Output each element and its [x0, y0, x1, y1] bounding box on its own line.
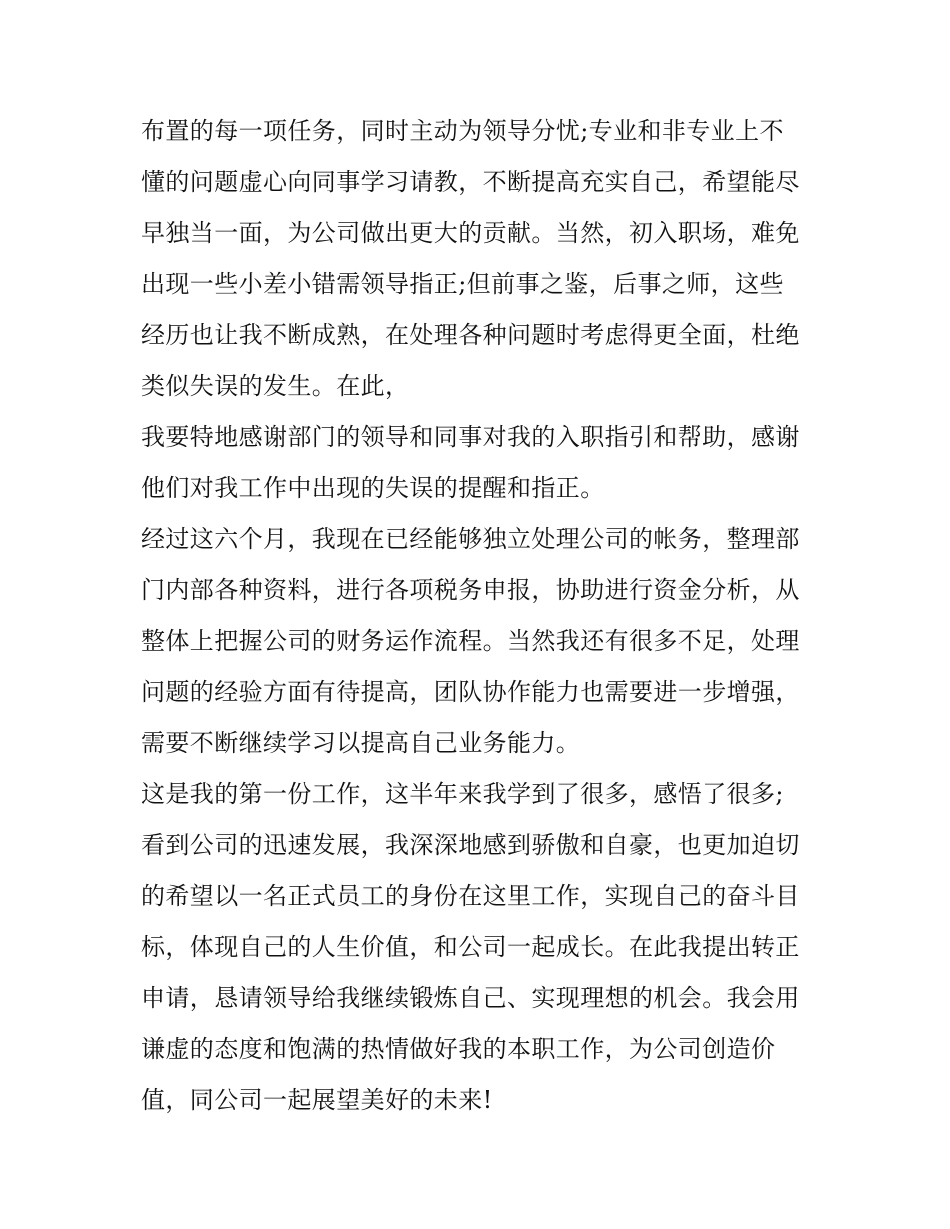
- text-line: 布置的每一项任务，同时主动为领导分忧;专业和非专业上不: [141, 117, 784, 145]
- text-line: 我要特地感谢部门的领导和同事对我的入职指引和帮助，感谢: [141, 423, 800, 451]
- text-line: 的希望以一名正式员工的身份在这里工作，实现自己的奋斗目: [141, 882, 800, 910]
- text-line: 早独当一面，为公司做出更大的贡献。当然，初入职场，难免: [141, 219, 800, 247]
- text-line: 值，同公司一起展望美好的未来!: [141, 1086, 493, 1114]
- text-line: 经历也让我不断成熟，在处理各种问题时考虑得更全面，杜绝: [141, 321, 800, 349]
- text-line: 出现一些小差小错需领导指正;但前事之鉴，后事之师，这些: [141, 270, 784, 298]
- text-line: 谦虚的态度和饱满的热情做好我的本职工作，为公司创造价: [141, 1035, 776, 1063]
- text-line: 经过这六个月，我现在已经能够独立处理公司的帐务，整理部: [141, 525, 800, 553]
- text-line: 这是我的第一份工作，这半年来我学到了很多，感悟了很多;: [141, 780, 784, 808]
- text-line: 他们对我工作中出现的失误的提醒和指正。: [141, 474, 605, 502]
- text-line: 门内部各种资料，进行各项税务申报，协助进行资金分析，从: [141, 576, 800, 604]
- text-line: 问题的经验方面有待提高，团队协作能力也需要进一步增强，: [141, 678, 800, 706]
- text-line: 申请，恳请领导给我继续锻炼自己、实现理想的机会。我会用: [141, 984, 800, 1012]
- text-line: 标，体现自己的人生价值，和公司一起成长。在此我提出转正: [141, 933, 800, 961]
- text-line: 看到公司的迅速发展，我深深地感到骄傲和自豪，也更加迫切: [141, 831, 800, 859]
- text-line: 懂的问题虚心向同事学习请教，不断提高充实自己，希望能尽: [141, 168, 800, 196]
- document-body: [141, 106, 813, 1126]
- text-line: 整体上把握公司的财务运作流程。当然我还有很多不足，处理: [141, 627, 800, 655]
- text-line: 需要不断继续学习以提高自己业务能力。: [141, 729, 581, 757]
- text-line: 类似失误的发生。在此，: [141, 372, 410, 400]
